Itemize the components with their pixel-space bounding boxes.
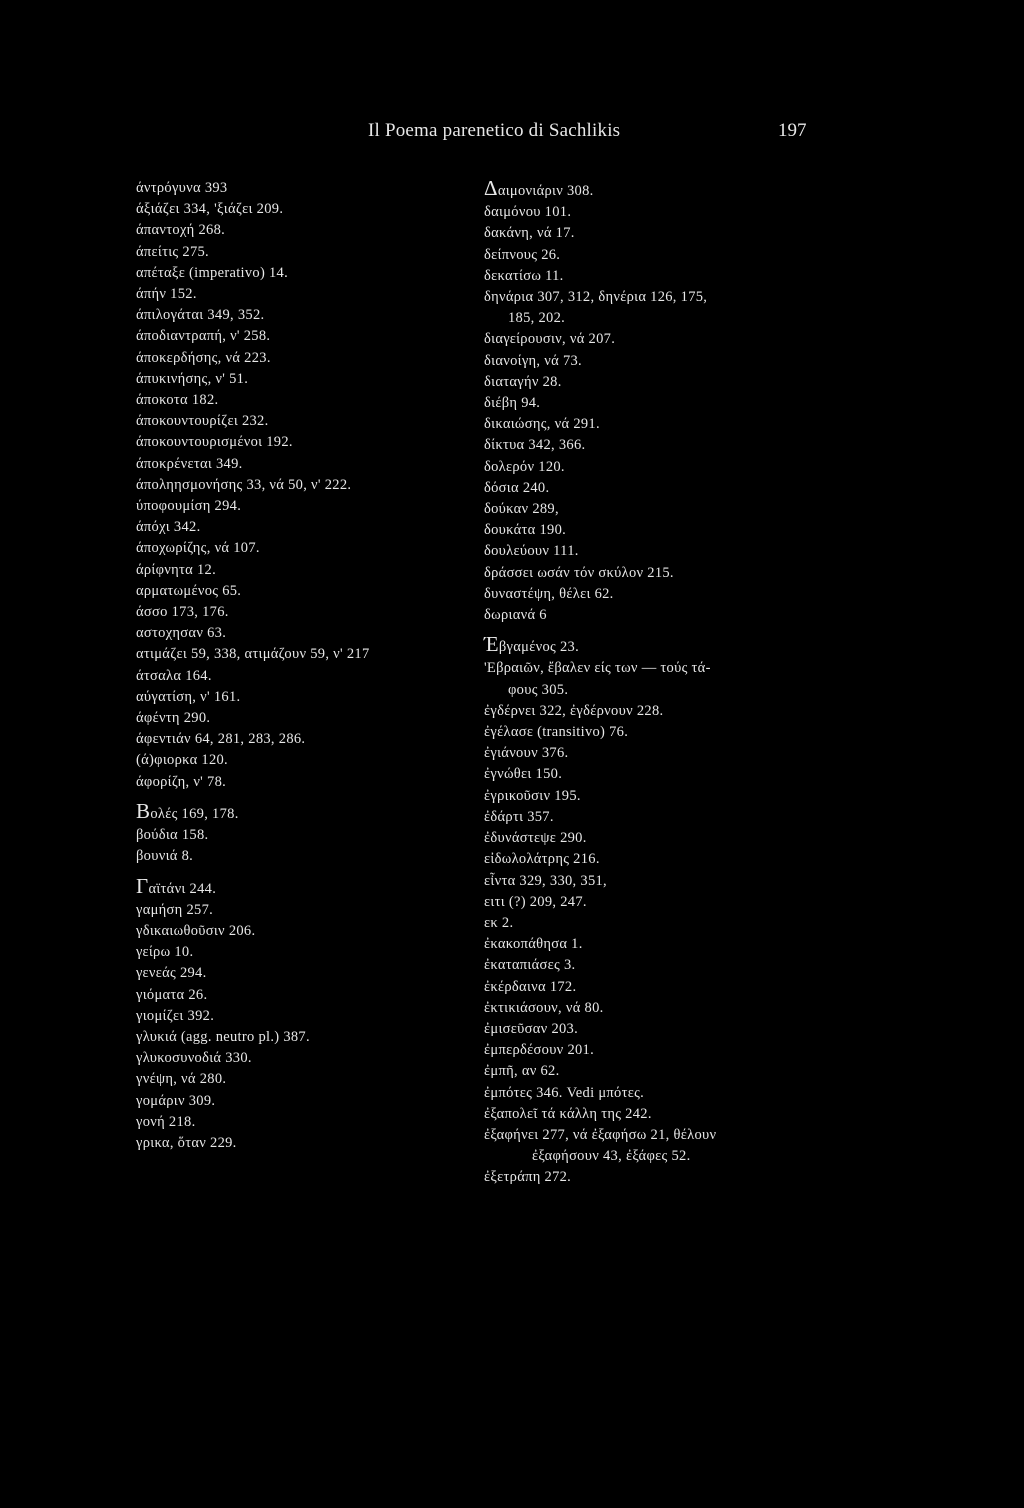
- index-entry: δηνάρια 307, 312, δηνέρια 126, 175,: [484, 289, 708, 306]
- index-entry: άξιάζει 334, 'ξιάζει 209.: [136, 201, 284, 218]
- index-entry: ειτι (?) 209, 247.: [484, 893, 587, 910]
- index-entry: ύποφουμίση 294.: [136, 498, 242, 515]
- index-entry: φους 305.: [508, 681, 569, 698]
- entry-text: βγαμένος 23.: [498, 639, 580, 656]
- index-entry: άποχωρίζης, νά 107.: [136, 540, 260, 557]
- index-entry: άποκοτα 182.: [136, 392, 219, 409]
- index-entry: ἐμπερδέσουν 201.: [484, 1042, 595, 1059]
- index-column-right: [484, 178, 824, 1189]
- index-entry: αρματωμένος 65.: [136, 582, 242, 599]
- index-entry: ἐκέρδαινα 172.: [484, 978, 577, 995]
- index-entry: ἐξαπολεῖ τά κάλλη της 242.: [484, 1105, 652, 1122]
- index-entry: δούκαν 289,: [484, 501, 559, 518]
- index-entry: ἐξετράπη 272.: [484, 1169, 572, 1186]
- index-entry: άπιλογάται 349, 352.: [136, 307, 265, 324]
- index-entry: δουλεύουν 111.: [484, 543, 579, 560]
- index-entry: άντρόγυνα 393: [136, 180, 228, 196]
- index-entry: ἐγνώθει 150.: [484, 766, 563, 783]
- index-entry: εἶντα 329, 330, 351,: [484, 872, 607, 889]
- index-entry: γλυκιά (agg. neutro pl.) 387.: [136, 1028, 310, 1045]
- index-entry: άπόχι 342.: [136, 519, 201, 536]
- index-entry: γιόματα 26.: [136, 986, 208, 1003]
- index-entry: ἐκακοπάθησα 1.: [484, 936, 583, 953]
- index-entry: άρίφνητα 12.: [136, 561, 217, 578]
- index-entry: ἐγδέρνει 322, ἐγδέρνουν 228.: [484, 702, 664, 719]
- entry-text: αιμονιάριν 308.: [497, 183, 594, 199]
- index-entry: δίκτυα 342, 366.: [484, 437, 586, 454]
- index-entry: ἐγρικοῦσιν 195.: [484, 787, 581, 804]
- index-entry: άτσαλα 164.: [136, 667, 212, 684]
- page-header: [0, 120, 1024, 144]
- index-entry: δράσσει ωσάν τόν σκύλον 215.: [484, 564, 674, 581]
- index-entry: δόσια 240.: [484, 479, 550, 496]
- index-entry: άποκρένεται 349.: [136, 455, 243, 472]
- index-entry: γλυκοσυνοδιά 330.: [136, 1050, 252, 1067]
- index-entry: γιομίζει 392.: [136, 1007, 215, 1024]
- entry-text: αϊτάνι 244.: [148, 880, 217, 897]
- index-entry: ἐξαφήσουν 43, ἐξάφες 52.: [532, 1148, 691, 1165]
- section-initial: Β: [136, 798, 151, 823]
- index-entry: διαγείρουσιν, νά 207.: [484, 331, 616, 348]
- index-entry: δαιμόνου 101.: [484, 204, 572, 221]
- index-entry: άποκουντουρίζει 232.: [136, 413, 269, 430]
- index-entry: άπήν 152.: [136, 286, 197, 303]
- index-entry: ατιμάζει 59, 338, ατιμάζουν 59, ν' 217: [136, 646, 370, 663]
- index-entry: γρικα, ὅταν 229.: [136, 1134, 237, 1151]
- index-entry: γνέψη, νά 280.: [136, 1071, 227, 1088]
- index-entry: ἐγιάνουν 376.: [484, 745, 569, 762]
- index-entry: αστοχησαν 63.: [136, 625, 227, 642]
- index-entry: 185, 202.: [508, 310, 566, 327]
- index-entry: διέβη 94.: [484, 395, 541, 412]
- index-entry: γονή 218.: [136, 1113, 196, 1130]
- index-entry: δακάνη, νά 17.: [484, 225, 575, 242]
- index-entry: δικαιώσης, νά 291.: [484, 416, 600, 433]
- index-entry: [484, 178, 824, 202]
- index-entry: ἐγέλασε (transitivo) 76.: [484, 724, 629, 741]
- index-entry: άπαντοχή 268.: [136, 222, 226, 239]
- index-entry: ἐκτικιάσουν, νά 80.: [484, 999, 604, 1016]
- index-entry: (ά)φιορκα 120.: [136, 752, 228, 769]
- index-entry: [484, 634, 824, 658]
- index-entry: αύγατίση, ν' 161.: [136, 688, 241, 705]
- index-entry: γδικαιωθοῦσιν 206.: [136, 922, 256, 939]
- index-entry: άποληησμονήσης 33, νά 50, ν' 222.: [136, 476, 352, 493]
- index-entry: διαταγήν 28.: [484, 373, 562, 390]
- index-entry: ἐμισεῦσαν 203.: [484, 1020, 579, 1037]
- running-title: Il Poema parenetico di Sachlikis: [368, 120, 621, 141]
- index-entry: ἐκαταπιάσες 3.: [484, 957, 576, 974]
- index-entry: διανοίγη, νά 73.: [484, 352, 582, 369]
- index-entry: γομάριν 309.: [136, 1092, 216, 1109]
- index-entry: δεκατίσω 11.: [484, 267, 564, 284]
- section-initial: Δ: [484, 176, 498, 200]
- index-entry: γείρω 10.: [136, 944, 194, 961]
- index-entry: [136, 798, 476, 825]
- index-column-left: [136, 178, 476, 1154]
- index-entry: βούδια 158.: [136, 827, 209, 844]
- index-entry: άφέντη 290.: [136, 710, 211, 727]
- index-entry: άποκερδήσης, νά 223.: [136, 349, 271, 366]
- index-entry: εκ 2.: [484, 914, 514, 931]
- index-entry: δωριανά 6: [484, 607, 547, 624]
- index-entry: άπείτις 275.: [136, 243, 209, 260]
- index-entry: δολερόν 120.: [484, 458, 565, 475]
- index-entry: γενεάς 294.: [136, 965, 207, 982]
- index-entry: δείπνους 26.: [484, 246, 561, 263]
- index-entry: δουκάτα 190.: [484, 522, 567, 539]
- section-initial: Γ: [136, 873, 149, 898]
- index-entry: 'Εβραιῶν, ἔβαλεν είς των — τούς τά-: [484, 660, 711, 677]
- entry-text: ολές 169, 178.: [150, 805, 239, 822]
- index-entry: άσσο 173, 176.: [136, 604, 229, 621]
- index-entry: άφορίζη, ν' 78.: [136, 773, 227, 790]
- index-entry: ἐξαφήνει 277, νά ἐξαφήσω 21, θέλουν: [484, 1126, 717, 1143]
- index-entry: δυναστέψη, θέλει 62.: [484, 585, 614, 602]
- index-entry: ἐδάρτι 357.: [484, 808, 554, 825]
- index-entry: άποκουντουρισμένοι 192.: [136, 434, 293, 451]
- index-entry: [136, 873, 476, 900]
- index-entry: γαμήση 257.: [136, 901, 214, 918]
- index-entry: απέταξε (imperativo) 14.: [136, 264, 289, 281]
- index-entry: άπυκινήσης, ν' 51.: [136, 370, 249, 387]
- index-entry: άποδιαντραπή, ν' 258.: [136, 328, 271, 345]
- index-entry: εἰδωλολάτρης 216.: [484, 851, 600, 868]
- index-entry: ἐμπότες 346. Vedi μπότες.: [484, 1084, 645, 1101]
- index-entry: ἐμπῆ, αν 62.: [484, 1063, 560, 1080]
- index-entry: άφεντιάν 64, 281, 283, 286.: [136, 731, 306, 748]
- index-entry: βουνιά 8.: [136, 848, 194, 865]
- section-initial: Έ: [484, 632, 499, 657]
- index-entry: ἐδυνάστεψε 290.: [484, 830, 587, 847]
- page-number: 197: [778, 120, 807, 141]
